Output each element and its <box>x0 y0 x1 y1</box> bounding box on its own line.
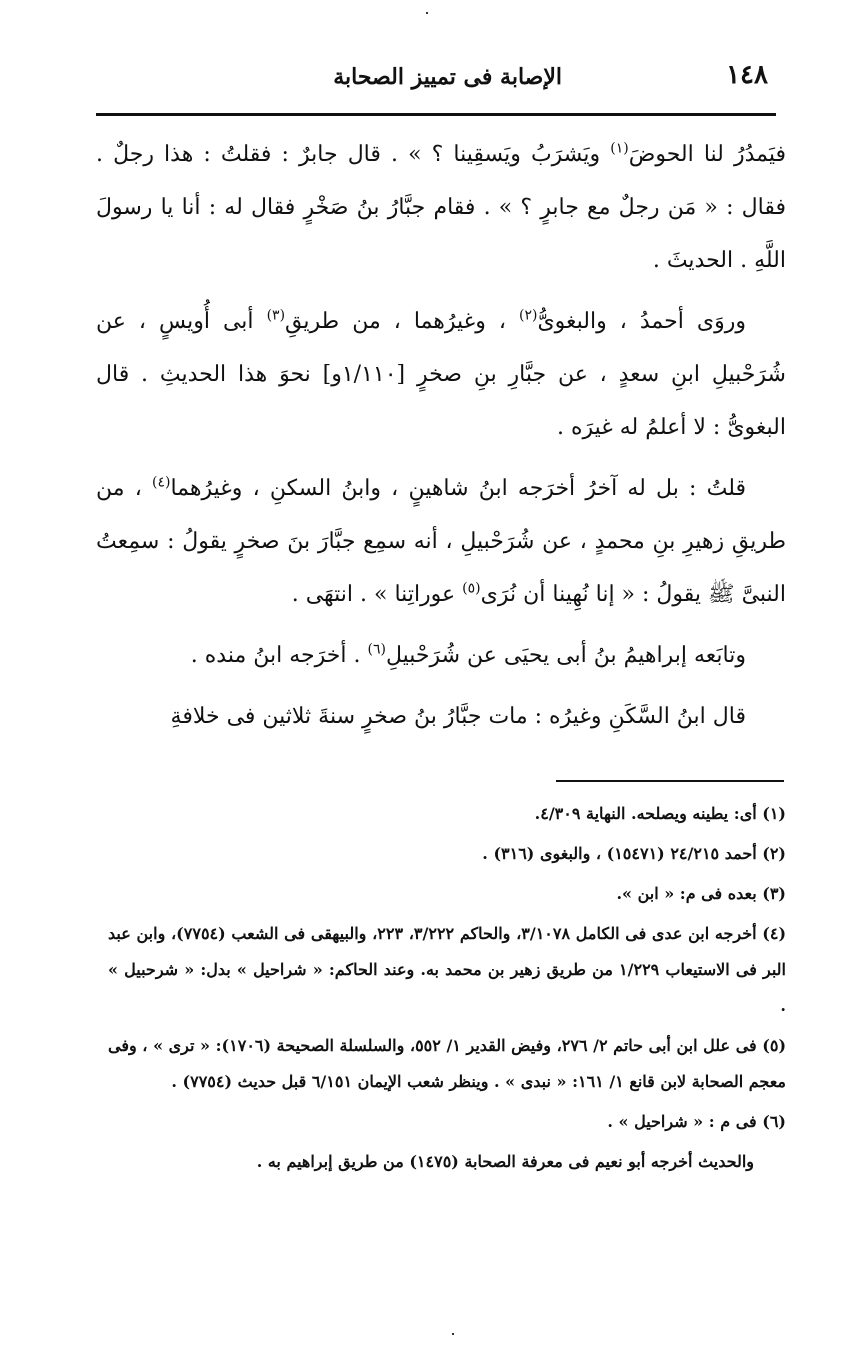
footnote-ref: (٥) <box>462 580 481 597</box>
text-segment: عوراتِنا » . انتهَى . <box>291 582 463 607</box>
text-segment: وتابَعه إبراهيمُ بنُ أبى يحيَى عن شُرَحْبيلِ <box>385 643 746 668</box>
text-segment: فيَمدُرُ لنا الحوضَ <box>628 142 787 167</box>
text-segment: وروَى أحمدُ ، والبغوىُّ <box>537 309 746 334</box>
text-segment: ، وغيرُهما ، من طريقِ <box>285 309 519 334</box>
text-segment: ويَشرَبُ ويَسقِينا ؟ » . قال جابرٌ : فقلتُ : هذا رجلٌ . فقال : « مَن رجلٌ مع جابرٍ ؟ » . فقام جبَّارُ بنُ صَخْرٍ فقال له : أنا يا رسولَ اللَّهِ . الحديثَ . <box>96 142 786 273</box>
footnote-6: (٦) فى م : « شراحيل » . <box>607 1112 786 1131</box>
paragraph-2 <box>96 295 786 454</box>
footnote-6-continuation: والحديث أخرجه أبو نعيم فى معرفة الصحابة (١٤٧٥) من طريق إبراهيم به . <box>256 1152 754 1171</box>
page-number: ١٤٨ <box>726 60 768 90</box>
text-segment: . أخرَجه ابنُ منده . <box>190 643 368 668</box>
text-segment: قلتُ : بل له آخرُ أخرَجه ابنُ شاهينٍ ، وابنُ السكنِ ، وغيرُهما <box>170 476 746 501</box>
text-segment: قال ابنُ السَّكَنِ وغيرُه : مات جبَّارُ بنُ صخرٍ سنةَ ثلاثين فى خلافةِ <box>170 704 746 729</box>
footnote-3: (٣) بعده فى م: « ابن ». <box>616 884 786 903</box>
footnote-2: (٢) أحمد ٢٤/٢١٥ (١٥٤٧١) ، والبغوى (٣١٦) . <box>482 844 786 863</box>
footnote-1: (١) أى: يطينه ويصلحه. النهاية ٤/٣٠٩. <box>534 804 786 823</box>
running-title: الإصابة فى تمييز الصحابة <box>333 64 562 90</box>
main-text <box>96 128 786 751</box>
footnote-ref: (٦) <box>367 641 386 658</box>
text-segment: أبى أُويسٍ ، عن شُرَحْبيلِ ابنِ سعدٍ ، عن جبَّارِ بنِ صخرٍ [١/١١٠و] نحوَ هذا الحديثِ . قال البغوىُّ : لا أعلمُ له غيرَه . <box>96 309 786 440</box>
paragraph-1 <box>96 128 786 287</box>
footnote-ref: (٢) <box>518 307 538 324</box>
paragraph-4 <box>96 629 786 682</box>
text-segment: ، من طريقِ زهيرِ بنِ محمدٍ ، عن شُرَحْبيلِ ، أنه سمِع جبَّارَ بنَ صخرٍ يقولُ : سمِعتُ النبىَّ ﷺ يقولُ : « إنا نُهِينا أن نُرَى <box>96 476 786 607</box>
footnote-ref: (٣) <box>266 307 286 324</box>
header-rule <box>96 113 776 116</box>
paragraph-5 <box>96 690 786 743</box>
footnotes <box>108 796 786 1184</box>
footnote-ref: (١) <box>610 140 629 157</box>
footnote-4: (٤) أخرجه ابن عدى فى الكامل ٣/١٠٧٨، والحاكم ٣/٢٢٢، ٢٢٣، والبيهقى فى الشعب (٧٧٥٤)، وابن عبد البر فى الاستيعاب ١/٢٢٩ من طريق زهير بن محمد به. وعند الحاكم: « شراحيل » بدل: « شرحبيل » . <box>108 924 787 1015</box>
footnote-separator <box>556 780 784 782</box>
footnote-5: (٥) فى علل ابن أبى حاتم ٢/ ٢٧٦، وفيض القدير ١/ ٥٥٢، والسلسلة الصحيحة (١٧٠٦): « ترى » ، وفى معجم الصحابة لابن قانع ١/ ١٦١: « نبدى » . وينظر شعب الإيمان ٦/١٥١ قبل حديث (٧٧٥٤) . <box>108 1036 787 1091</box>
scan-speck <box>452 1333 454 1335</box>
scan-speck <box>426 12 428 14</box>
paragraph-3 <box>96 462 786 621</box>
page-header <box>96 58 772 98</box>
footnote-ref: (٤) <box>152 474 171 491</box>
